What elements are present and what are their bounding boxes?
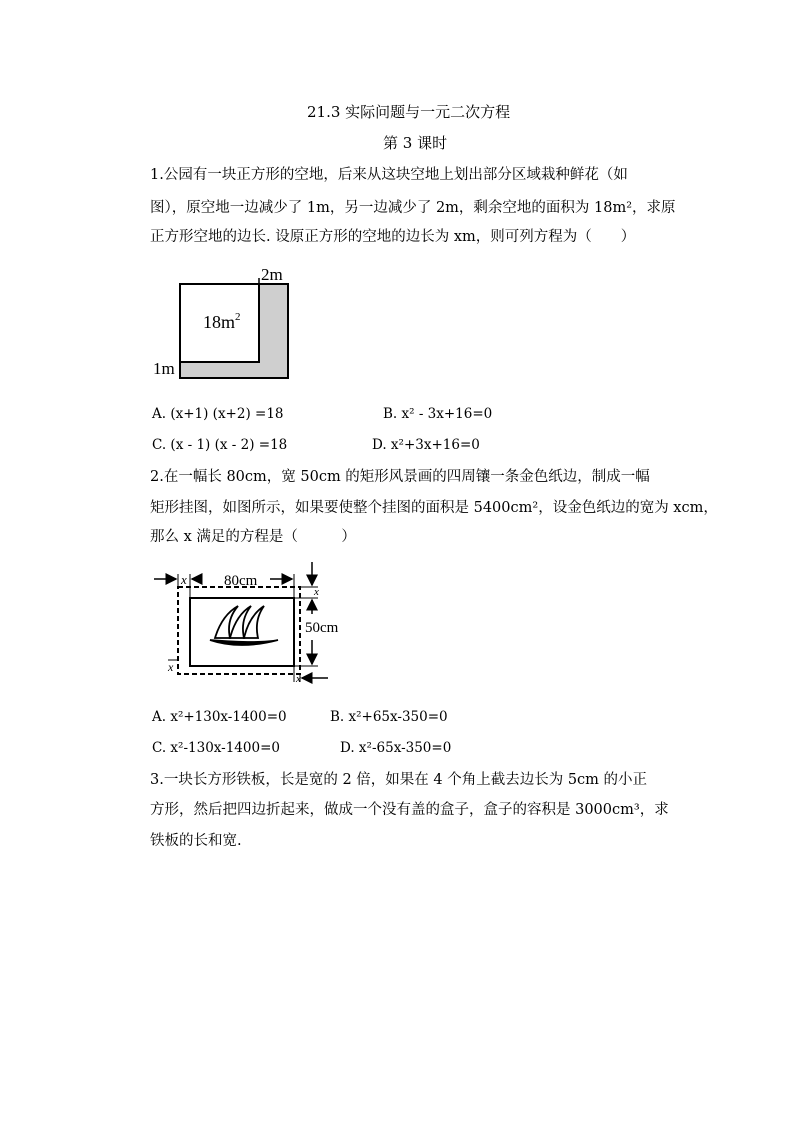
q1-option-b: B. x² - 3x+16=0 (383, 406, 493, 422)
q1-option-a: A. (x+1) (x+2) =18 (152, 406, 284, 422)
q3-line-3: 铁板的长和宽. (150, 833, 242, 849)
q1-label-1m: 1m (153, 359, 175, 378)
q2-outer-frame (178, 587, 300, 674)
q2-label-x-left: x (168, 660, 174, 674)
q1-option-d: D. x²+3x+16=0 (372, 437, 480, 453)
q2-option-a: A. x²+130x-1400=0 (152, 709, 287, 725)
q2-line-1: 2.在一幅长 80cm，宽 50cm 的矩形风景画的四周镶一条金色纸边，制成一幅 (150, 469, 650, 485)
lesson-subtitle: 第 3 课时 (383, 134, 448, 152)
q2-line-3: 那么 x 满足的方程是（ ） (150, 529, 356, 545)
q2-label-80cm: 80cm (224, 573, 258, 589)
q1-line-2: 图），原空地一边减少了 1m，另一边减少了 2m，剩余空地的面积为 18m²，求原 (150, 200, 676, 216)
q2-option-d: D. x²-65x-350=0 (340, 740, 452, 756)
page-title: 21.3 实际问题与一元二次方程 (307, 103, 511, 121)
q2-label-x-top: x (181, 572, 187, 587)
q2-option-c: C. x²-130x-1400=0 (152, 740, 280, 756)
q1-label-area: $18m^2$ (203, 311, 241, 332)
q2-picture (190, 598, 294, 666)
q1-figure (145, 262, 305, 384)
q3-line-2: 方形，然后把四边折起来，做成一个没有盖的盒子，盒子的容积是 3000cm³，求 (150, 802, 669, 818)
q1-option-c: C. (x - 1) (x - 2) =18 (152, 437, 288, 453)
q1-label-2m: 2m (261, 265, 283, 284)
q1-line-3: 正方形空地的边长. 设原正方形的空地的边长为 xm，则可列方程为（ ） (150, 229, 636, 245)
q2-figure (150, 560, 360, 690)
q3-line-1: 3.一块长方形铁板，长是宽的 2 倍，如果在 4 个角上截去边长为 5cm 的小正 (150, 772, 648, 788)
q2-option-b: B. x²+65x-350=0 (330, 709, 448, 725)
q2-label-x-right: x (314, 586, 319, 598)
q2-label-50cm: 50cm (305, 620, 339, 636)
q2-boat-drawing (210, 606, 278, 645)
q2-label-x-bottom: x (296, 673, 301, 685)
q2-line-2: 矩形挂图，如图所示，如果要使整个挂图的面积是 5400cm²，设金色纸边的宽为 xcm， (150, 500, 718, 516)
q1-line-1: 1.公园有一块正方形的空地，后来从这块空地上划出部分区域栽种鲜花（如 (150, 167, 628, 183)
